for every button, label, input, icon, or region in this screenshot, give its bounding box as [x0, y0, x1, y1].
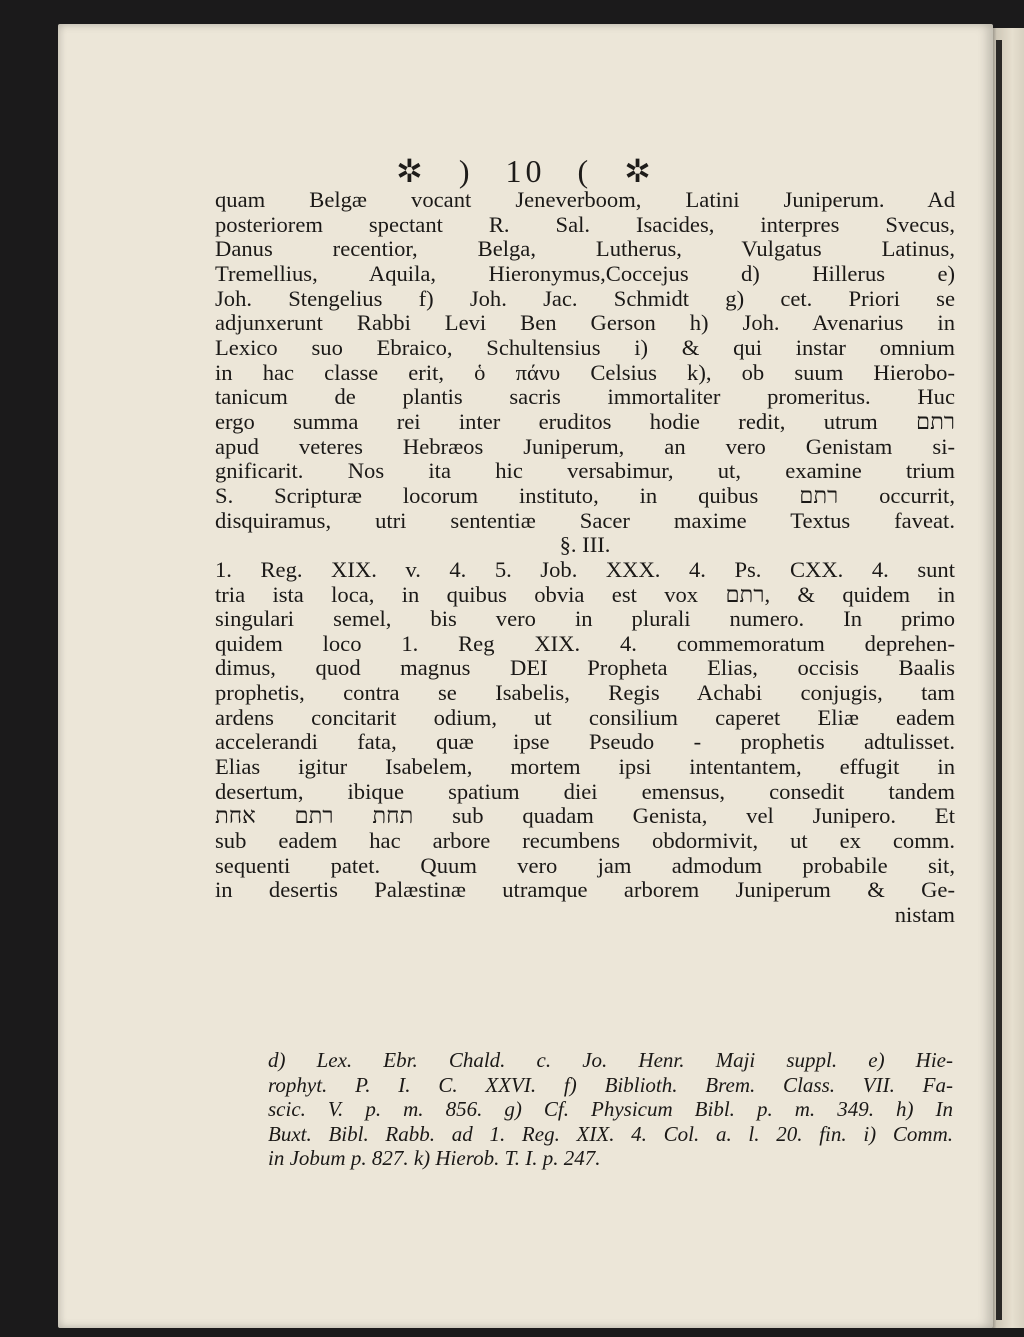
- body-line: Tremellius, Aquila, Hieronymus,Coccejus d) Hillerus e): [215, 260, 955, 286]
- body-line: Joh. Stengelius f) Joh. Jac. Schmidt g) cet. Priori se: [215, 285, 955, 311]
- body-line: gnificarit. Nos ita hic versabimur, ut, examine trium: [215, 458, 955, 484]
- body-line: in desertis Palæstinæ utramque arborem Juniperum & Ge-: [215, 877, 955, 903]
- body-line: Danus recentior, Belga, Lutherus, Vulgatus Latinus,: [215, 236, 955, 262]
- body-line: in hac classe erit, ὁ πάνυ Celsius k), ob suum Hierobo-: [215, 359, 955, 385]
- body-line: 1. Reg. XIX. v. 4. 5. Job. XXX. 4. Ps. CXX. 4. sunt: [215, 556, 955, 582]
- footnote-line: Buxt. Bibl. Rabb. ad 1. Reg. XIX. 4. Col. a. l. 20. fin. i) Comm.: [268, 1121, 953, 1146]
- body-line: sequenti patet. Quum vero jam admodum probabile sit,: [215, 852, 955, 878]
- body-line: תחת רתם אחת sub quadam Genista, vel Junipero. Et: [215, 803, 955, 829]
- body-line: ergo summa rei inter eruditos hodie redit, utrum רתם: [215, 408, 955, 434]
- body-line: accelerandi fata, quæ ipse Pseudo - prophetis adtulisset.: [215, 729, 955, 755]
- body-line: singulari semel, bis vero in plurali numero. In primo: [215, 606, 955, 632]
- page-number: 10: [505, 153, 546, 189]
- body-line: adjunxerunt Rabbi Levi Ben Gerson h) Joh. Avenarius in: [215, 310, 955, 336]
- page-header: [58, 152, 993, 190]
- footnotes: [268, 1048, 953, 1171]
- body-line: prophetis, contra se Isabelis, Regis Achabi conjugis, tam: [215, 680, 955, 706]
- body-text: [215, 188, 955, 928]
- ornament-star-left: ✲: [396, 153, 427, 189]
- body-line: desertum, ibique spatium diei emensus, consedit tandem: [215, 778, 955, 804]
- book-gutter: [996, 40, 1002, 1320]
- body-line: sub eadem hac arbore recumbens obdormivit, ut ex comm.: [215, 828, 955, 854]
- body-line: quidem loco 1. Reg XIX. 4. commemoratum deprehen-: [215, 630, 955, 656]
- footnote-line: scic. V. p. m. 856. g) Cf. Physicum Bibl. p. m. 349. h) In: [268, 1097, 953, 1121]
- ornament-star-right: ✲: [624, 153, 655, 189]
- body-line: tanicum de plantis sacris immortaliter promeritus. Huc: [215, 384, 955, 410]
- body-line: apud veteres Hebræos Juniperum, an vero Genistam si-: [215, 433, 955, 459]
- footnote-line: d) Lex. Ebr. Chald. c. Jo. Henr. Maji suppl. e) Hie-: [268, 1048, 953, 1072]
- footnote-line: rophyt. P. I. C. XXVI. f) Biblioth. Brem. Class. VII. Fa-: [268, 1072, 953, 1097]
- body-line: disquiramus, utri sententiæ Sacer maxime Textus faveat.: [215, 507, 955, 533]
- section-heading: §. III.: [559, 532, 611, 558]
- catchword: nistam: [894, 902, 955, 928]
- bracket-right: (: [577, 153, 593, 189]
- body-line: dimus, quod magnus DEI Propheta Elias, occisis Baalis: [215, 655, 955, 681]
- body-line: Elias igitur Isabelem, mortem ipsi intentantem, effugit in: [215, 754, 955, 780]
- body-line: S. Scripturæ locorum instituto, in quibus רתם occurrit,: [215, 482, 955, 508]
- bracket-left: ): [458, 153, 474, 189]
- body-line: tria ista loca, in quibus obvia est vox רתם, & quidem in: [215, 581, 956, 607]
- body-line: quam Belgæ vocant Jeneverboom, Latini Juniperum. Ad: [215, 187, 955, 212]
- footnote-line: in Jobum p. 827. k) Hierob. T. I. p. 247.: [268, 1146, 601, 1170]
- body-line: Lexico suo Ebraico, Schultensius i) & qui instar omnium: [215, 334, 955, 360]
- body-line: ardens concitarit odium, ut consilium caperet Eliæ eadem: [215, 704, 955, 730]
- body-line: posteriorem spectant R. Sal. Isacides, interpres Svecus,: [215, 211, 955, 237]
